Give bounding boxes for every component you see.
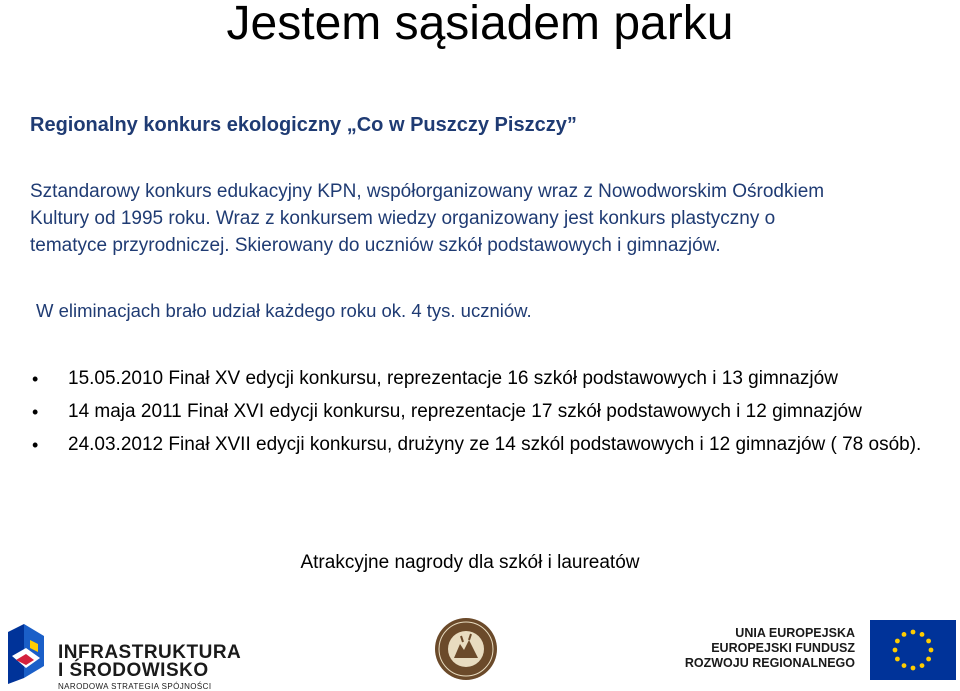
competition-subtitle: Regionalny konkurs ekologiczny „Co w Puszczy Piszczy” (30, 114, 577, 136)
infrastructure-logo-line1: INFRASTRUKTURA (58, 642, 242, 663)
bullet-icon: • (32, 435, 39, 455)
infrastructure-flag-icon (4, 618, 52, 688)
description-line: tematyce przyrodniczej. Skierowany do uczniów szkół podstawowych i gimnazjów. (30, 235, 721, 256)
list-item-text: 14 maja 2011 Finał XVI edycji konkursu, reprezentacje 17 szkół podstawowych i 12 gimnazjów (68, 401, 862, 422)
page-title: Jestem sąsiadem parku (226, 0, 734, 50)
bullet-icon: • (32, 402, 39, 422)
finals-list (30, 365, 940, 464)
list-item-text: 15.05.2010 Finał XV edycji konkursu, reprezentacje 16 szkół podstawowych i 13 gimnazjów (68, 368, 838, 389)
infrastructure-logo-line2: I ŚRODOWISKO (58, 660, 209, 681)
list-item (30, 398, 940, 426)
infrastructure-logo-line3: NARODOWA STRATEGIA SPÓJNOŚCI (58, 682, 212, 691)
eu-text-line1: UNIA EUROPEJSKA (735, 626, 855, 640)
eu-fund-text (595, 626, 855, 671)
footer-logos (0, 606, 960, 691)
bullet-icon: • (32, 369, 39, 389)
national-park-emblem (433, 614, 499, 684)
infrastructure-logo (4, 618, 254, 691)
description-line: Kultury od 1995 roku. Wraz z konkursem wiedzy organizowany jest konkurs plastyczny o (30, 208, 776, 229)
description-line: Sztandarowy konkurs edukacyjny KPN, współorganizowany wraz z Nowodworskim Ośrodkiem (30, 181, 825, 202)
list-item (30, 365, 940, 393)
prizes-text: Atrakcyjne nagrody dla szkół i laureatów (300, 552, 640, 573)
description-paragraph (30, 178, 930, 259)
eu-text-line3: ROZWOJU REGIONALNEGO (684, 656, 855, 670)
eliminations-text: W eliminacjach brało udział każdego roku ok. 4 tys. uczniów. (36, 300, 532, 321)
list-item (30, 431, 940, 459)
list-item-text: 24.03.2012 Finał XVII edycji konkursu, drużyny ze 14 szkól podstawowych i 12 gimnazjów ( 78 osób). (68, 434, 922, 455)
eu-flag-icon (870, 620, 956, 680)
eu-text-line2: EUROPEJSKI FUNDUSZ (711, 641, 855, 655)
